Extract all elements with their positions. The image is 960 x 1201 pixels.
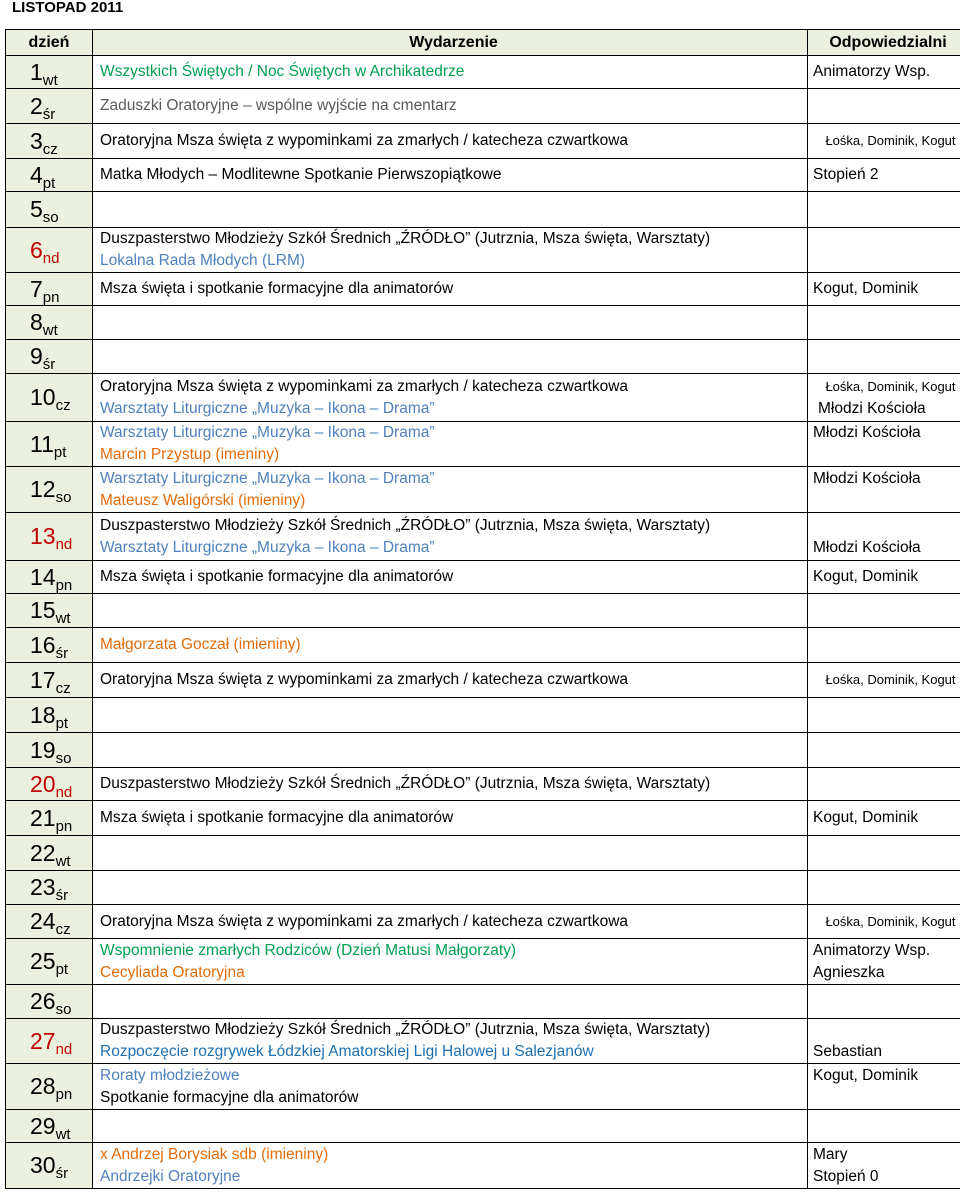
day-number: 3 [30,127,43,154]
header-row [6,30,960,56]
responsible-text: Młodzi Kościoła [813,424,921,441]
day-row [6,228,960,273]
event-cell [93,374,808,422]
responsible-text: Animatorzy Wsp. [813,63,931,80]
event-cell [93,340,808,374]
event-text: Mateusz Waligórski (imieniny) [100,491,306,509]
day-of-week: so [55,489,72,506]
responsible-cell [808,306,960,340]
day-of-week: śr [42,105,56,123]
day-number: 1 [30,58,43,85]
day-number: 7 [30,275,43,302]
responsible-cell [808,1064,960,1110]
day-cell [6,1110,93,1143]
event-text: Matka Młodych – Modlitewne Spotkanie Pierwszopiątkowe [100,166,502,183]
event-cell [93,733,808,768]
responsible-text [813,1019,960,1041]
day-cell [6,594,93,628]
day-row [6,273,960,306]
day-cell [6,768,93,801]
event-cell [93,905,808,939]
responsible-cell [808,905,960,939]
event-text: Wszystkich Świętych / Noc Świętych w Archikatedrze [100,63,465,80]
day-of-week: pn [42,288,60,306]
day-cell [6,1143,93,1189]
responsible-text: Agnieszka [813,963,885,981]
event-cell [93,561,808,594]
day-row [6,124,960,159]
responsible-cell [808,513,960,561]
responsible-text: Mary [813,1145,848,1163]
day-of-week: nd [55,1040,73,1058]
day-row [6,1064,960,1110]
responsible-text: Łośka, Dominik, Kogut [825,672,956,687]
responsible-text: Stopień 0 [813,1167,879,1185]
day-cell [6,467,93,513]
event-text: Oratoryjna Msza święta z wypominkami za zmarłych / katecheza czwartkowa [100,132,629,149]
responsible-cell [808,89,960,124]
day-cell [6,124,93,159]
day-row [6,159,960,192]
day-cell [6,1019,93,1064]
event-text: Małgorzata Goczał (imieniny) [100,636,301,653]
day-cell [6,513,93,561]
responsible-cell [808,698,960,733]
responsible-cell [808,733,960,768]
day-number: 8 [30,309,43,335]
event-text: Warsztaty Liturgiczne „Muzyka – Ikona – Drama” [100,538,435,556]
day-of-week: śr [55,887,69,904]
event-cell [93,1143,808,1189]
responsible-text: Młodzi Kościoła [813,469,921,487]
header-day: dzień [6,30,93,56]
page-title: LISTOPAD 2011 [12,0,124,16]
day-row [6,733,960,768]
header-resp: Odpowiedzialni [808,30,960,56]
event-text: Zaduszki Oratoryjne – wspólne wyjście na cmentarz [100,97,457,114]
day-cell [6,159,93,192]
day-number: 10 [30,384,56,410]
day-of-week: nd [55,536,73,553]
day-cell [6,374,93,422]
calendar-table [5,29,960,1189]
event-text: Duszpasterstwo Młodzieży Szkół Średnich „ŹRÓDŁO” (Jutrznia, Msza święta, Warsztaty) [100,775,711,792]
day-cell [6,628,93,663]
day-cell [6,306,93,340]
event-cell [93,939,808,985]
day-row [6,801,960,836]
day-cell [6,663,93,698]
day-of-week: pt [42,174,56,192]
event-text: Msza święta i spotkanie formacyjne dla animatorów [100,280,454,297]
day-of-week: śr [42,356,56,373]
day-row [6,1019,960,1064]
day-number: 20 [30,770,56,797]
day-row [6,561,960,594]
responsible-cell [808,628,960,663]
day-row [6,56,960,89]
day-number: 23 [30,874,56,900]
responsible-text [813,515,960,537]
day-number: 22 [30,839,56,866]
day-number: 5 [30,196,43,222]
event-text: Marcin Przystup (imeniny) [100,446,280,463]
day-cell [6,905,93,939]
day-cell [6,192,93,228]
day-cell [6,733,93,768]
day-cell [6,340,93,374]
event-cell [93,985,808,1019]
event-cell [93,1064,808,1110]
responsible-text [813,444,960,466]
event-cell [93,192,808,228]
event-cell [93,1110,808,1143]
day-of-week: pn [55,576,73,594]
responsible-cell [808,273,960,306]
event-text: Warsztaty Liturgiczne „Muzyka – Ikona – Drama” [100,399,435,417]
responsible-cell [808,1143,960,1189]
event-cell [93,801,808,836]
event-cell [93,467,808,513]
event-cell [93,513,808,561]
day-of-week: wt [42,71,58,89]
day-number: 15 [30,597,56,623]
day-of-week: pt [55,714,69,732]
responsible-cell [808,1110,960,1143]
responsible-cell [808,422,960,467]
day-number: 6 [30,236,43,263]
header-event: Wydarzenie [93,30,808,56]
responsible-text: Kogut, Dominik [813,568,919,585]
day-row [6,871,960,905]
event-text: Duszpasterstwo Młodzieży Szkół Średnich „ŹRÓDŁO” (Jutrznia, Msza święta, Warsztaty) [100,516,711,534]
day-row [6,1143,960,1189]
responsible-cell [808,939,960,985]
day-of-week: cz [55,679,71,697]
responsible-text: Łośka, Dominik, Kogut [825,378,956,394]
event-text: Wspomnienie zmarłych Rodziców (Dzień Matusi Małgorzaty) [100,941,517,959]
responsible-cell [808,768,960,801]
day-row [6,306,960,340]
day-of-week: pn [55,817,73,835]
day-cell [6,836,93,871]
day-cell [6,422,93,467]
event-text: Andrzejki Oratoryjne [100,1167,241,1185]
day-number: 19 [30,736,56,763]
day-number: 11 [30,430,54,457]
responsible-cell [808,985,960,1019]
day-number: 4 [30,161,43,188]
event-cell [93,871,808,905]
day-number: 13 [30,523,56,549]
event-text: Oratoryjna Msza święta z wypominkami za zmarłych / katecheza czwartkowa [100,912,629,930]
responsible-cell [808,663,960,698]
day-number: 14 [30,563,56,590]
event-cell [93,663,808,698]
day-cell [6,698,93,733]
day-cell [6,801,93,836]
day-row [6,836,960,871]
event-cell [93,228,808,273]
responsible-cell [808,467,960,513]
responsible-text: Sebastian [813,1043,882,1060]
responsible-text: Łośka, Dominik, Kogut [825,133,956,148]
day-of-week: śr [55,1165,69,1182]
responsible-text: Łośka, Dominik, Kogut [825,913,956,929]
day-row [6,422,960,467]
event-text: Warsztaty Liturgiczne „Muzyka – Ikona – Drama” [100,424,435,441]
event-cell [93,628,808,663]
day-of-week: so [55,1001,72,1018]
day-cell [6,228,93,273]
event-text: Duszpasterstwo Młodzieży Szkół Średnich „ŹRÓDŁO” (Jutrznia, Msza święta, Warsztaty) [100,1021,711,1038]
day-number: 27 [30,1027,56,1054]
event-text: Cecyliada Oratoryjna [100,963,245,981]
day-row [6,374,960,422]
day-of-week: cz [42,140,58,158]
event-text: Oratoryjna Msza święta z wypominkami za zmarłych / katecheza czwartkowa [100,377,629,395]
event-text: Duszpasterstwo Młodzieży Szkół Średnich „ŹRÓDŁO” (Jutrznia, Msza święta, Warsztaty) [100,230,711,247]
responsible-cell [808,228,960,273]
day-of-week: so [42,209,59,226]
event-cell [93,836,808,871]
responsible-cell [808,871,960,905]
responsible-cell [808,561,960,594]
day-number: 28 [30,1073,56,1099]
event-text: Oratoryjna Msza święta z wypominkami za zmarłych / katecheza czwartkowa [100,671,629,688]
day-row [6,905,960,939]
day-number: 12 [30,476,56,502]
day-number: 18 [30,701,56,728]
day-cell [6,56,93,89]
event-text: Spotkanie formacyjne dla animatorów [100,1088,359,1106]
day-row [6,513,960,561]
responsible-cell [808,340,960,374]
day-number: 17 [30,666,56,693]
day-row [6,628,960,663]
day-row [6,89,960,124]
responsible-cell [808,56,960,89]
responsible-cell [808,801,960,836]
day-of-week: wt [55,610,71,627]
day-of-week: wt [42,322,58,339]
day-row [6,467,960,513]
day-of-week: cz [55,921,71,938]
day-row [6,1110,960,1143]
day-of-week: wt [55,1125,71,1143]
event-text: Msza święta i spotkanie formacyjne dla animatorów [100,809,454,826]
day-of-week: nd [55,783,73,801]
responsible-text [813,1087,960,1109]
day-number: 29 [30,1112,56,1139]
day-of-week: pt [53,443,67,461]
responsible-text: Młodzi Kościoła [818,399,926,417]
day-cell [6,561,93,594]
event-cell [93,306,808,340]
day-number: 25 [30,948,56,974]
event-cell [93,273,808,306]
day-of-week: wt [55,852,71,870]
responsible-cell [808,374,960,422]
day-cell [6,273,93,306]
responsible-cell [808,594,960,628]
day-cell [6,89,93,124]
day-row [6,698,960,733]
responsible-text [813,490,960,512]
responsible-cell [808,124,960,159]
event-text: x Andrzej Borysiak sdb (imieniny) [100,1145,329,1163]
day-cell [6,1064,93,1110]
event-cell [93,768,808,801]
day-of-week: pn [55,1086,73,1103]
event-cell [93,422,808,467]
event-cell [93,159,808,192]
day-number: 30 [30,1152,56,1178]
event-cell [93,698,808,733]
day-cell [6,985,93,1019]
event-text: Roraty młodzieżowe [100,1066,240,1084]
responsible-cell [808,192,960,228]
responsible-cell [808,836,960,871]
event-text: Msza święta i spotkanie formacyjne dla animatorów [100,568,454,585]
responsible-cell [808,1019,960,1064]
day-row [6,939,960,985]
event-text: Lokalna Rada Młodych (LRM) [100,252,306,269]
day-row [6,985,960,1019]
day-cell [6,939,93,985]
event-text: Rozpoczęcie rozgrywek Łódzkiej Amatorskiej Ligi Halowej u Salezjanów [100,1043,594,1060]
day-of-week: so [55,749,72,767]
day-row [6,768,960,801]
day-number: 16 [30,631,56,658]
day-row [6,192,960,228]
event-text: Warsztaty Liturgiczne „Muzyka – Ikona – Drama” [100,469,435,487]
day-row [6,340,960,374]
day-number: 2 [30,92,43,119]
day-number: 26 [30,988,56,1014]
event-cell [93,124,808,159]
day-row [6,663,960,698]
event-cell [93,594,808,628]
responsible-text: Młodzi Kościoła [813,538,921,556]
responsible-text: Stopień 2 [813,166,879,183]
day-cell [6,871,93,905]
event-cell [93,56,808,89]
responsible-text: Kogut, Dominik [813,1066,919,1084]
day-number: 24 [30,908,56,934]
day-number: 21 [30,804,56,831]
day-of-week: nd [42,249,60,267]
event-cell [93,1019,808,1064]
responsible-text: Kogut, Dominik [813,809,919,826]
responsible-cell [808,159,960,192]
event-cell [93,89,808,124]
day-of-week: cz [55,397,71,414]
responsible-text: Kogut, Dominik [813,280,919,297]
day-row [6,594,960,628]
day-of-week: śr [55,644,69,662]
responsible-text: Animatorzy Wsp. [813,941,931,959]
day-number: 9 [30,343,43,369]
day-of-week: pt [55,961,69,978]
